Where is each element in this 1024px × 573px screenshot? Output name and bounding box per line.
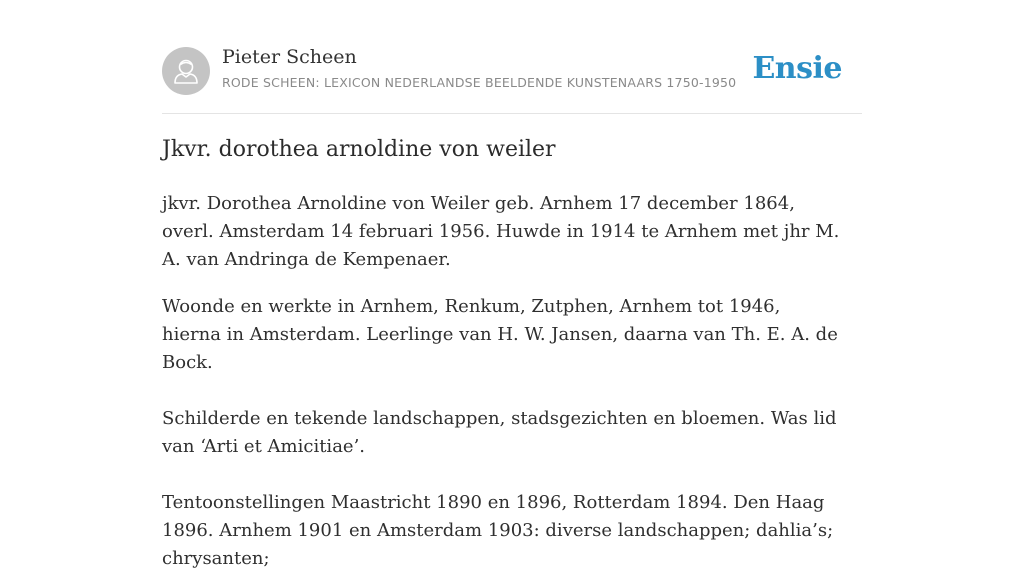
header-divider (162, 113, 862, 114)
article-body (162, 190, 842, 573)
paragraph-residence: Woonde en werkte in Arnhem, Renkum, Zutphen, Arnhem tot 1946, hierna in Amsterdam. Leerlinge van H. W. Jansen, daarna van Th. E. A. de Bock. (162, 296, 838, 373)
paragraph-work: Schilderde en tekende landschappen, stadsgezichten en bloemen. Was lid van ‘Arti et Amicitiae’. (162, 408, 837, 457)
author-avatar[interactable] (162, 47, 210, 95)
paragraph-exhibitions: Tentoonstellingen Maastricht 1890 en 1896, Rotterdam 1894. Den Haag 1896. Arnhem 1901 en Amsterdam 1903: diverse landschappen; dahlia’s; chrysanten; (162, 492, 834, 569)
user-silhouette-icon (162, 47, 210, 95)
article-title: Jkvr. dorothea arnoldine von weiler (162, 137, 556, 162)
article-header (162, 46, 862, 96)
ensie-logo[interactable]: Ensie (752, 51, 842, 86)
source-title[interactable]: RODE SCHEEN: LEXICON NEDERLANDSE BEELDENDE KUNSTENAARS 1750-1950 (222, 75, 737, 90)
author-name[interactable]: Pieter Scheen (222, 46, 357, 68)
paragraph-biography: jkvr. Dorothea Arnoldine von Weiler geb. Arnhem 17 december 1864, overl. Amsterdam 14 februari 1956. Huwde in 1914 te Arnhem met jhr M. A. van Andringa de Kempenaer. (162, 193, 840, 270)
